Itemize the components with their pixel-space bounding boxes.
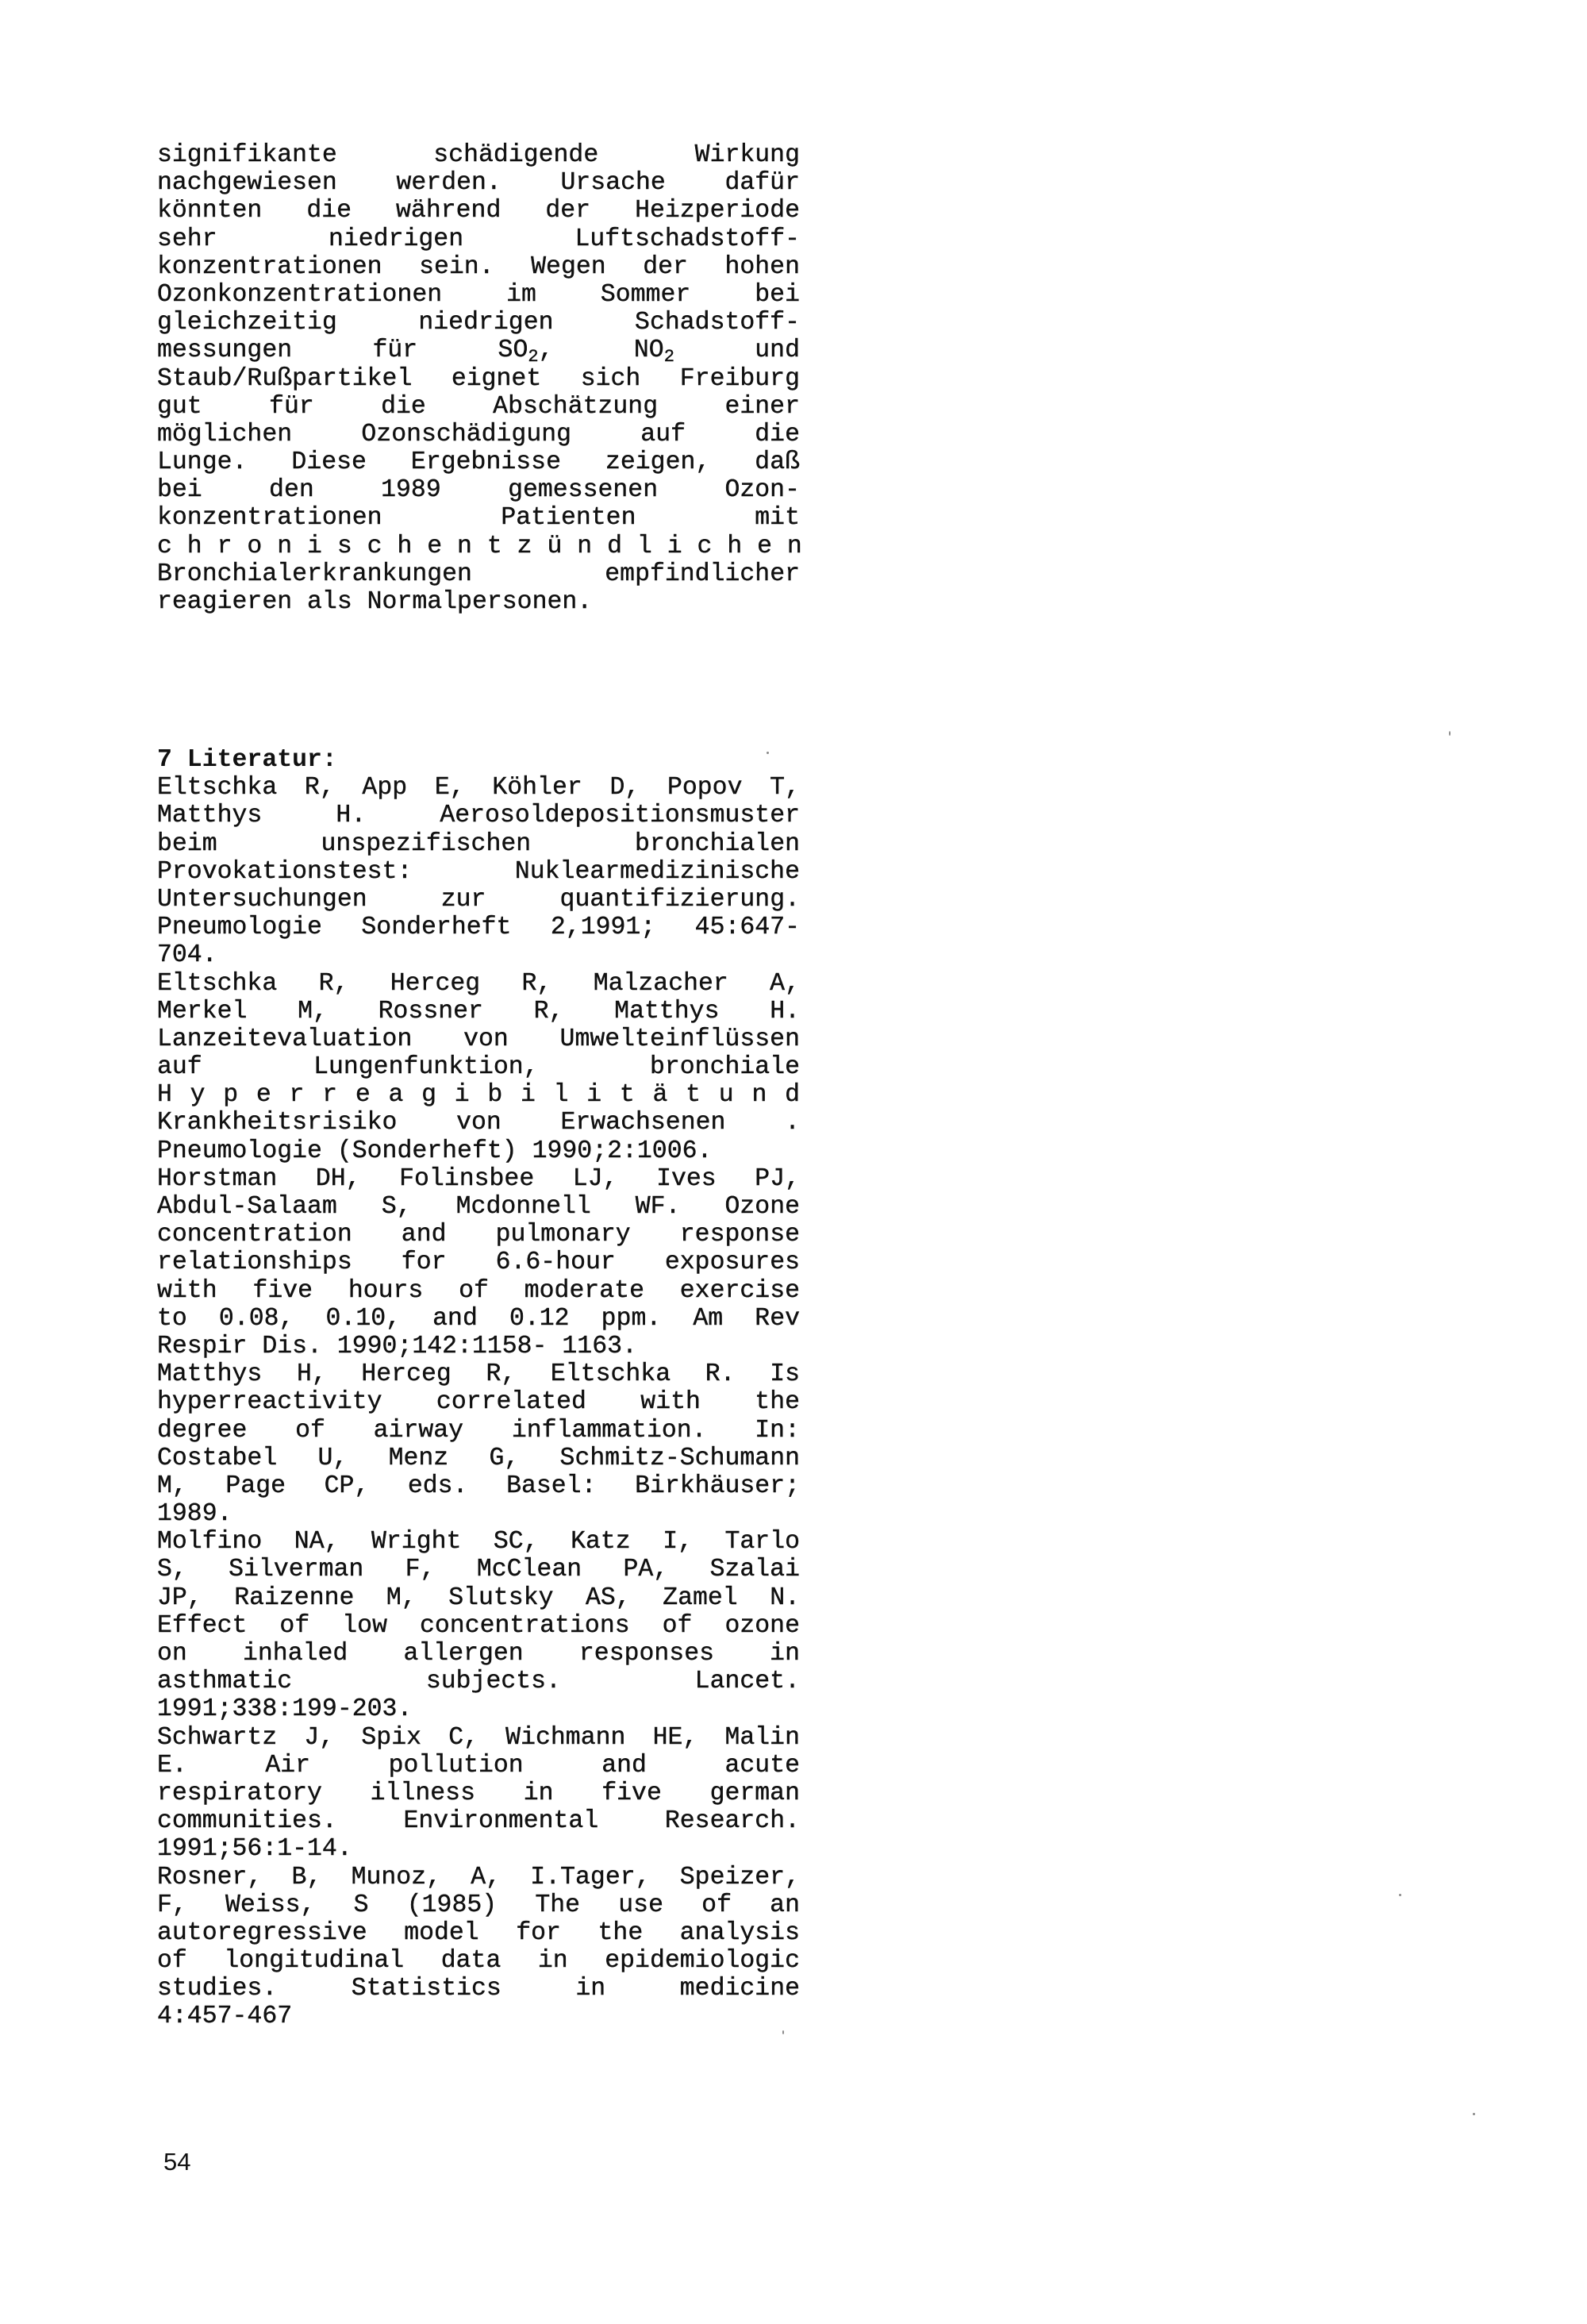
body-line: könnten die während der Heizperiode	[157, 197, 800, 225]
reference-line: 1991;338:199-203.	[157, 1695, 413, 1724]
body-line: c h r o n i s c h e n t z ü n d l i c h e n	[157, 532, 802, 560]
section-heading: 7 Literatur:	[157, 746, 337, 774]
reference-line: degree of airway inflammation. In:	[157, 1416, 800, 1445]
reference-line: communities. Environmental Research.	[157, 1807, 800, 1836]
reference-line: 1989.	[157, 1500, 232, 1529]
reference-line: Respir Dis. 1990;142:1158- 1163.	[157, 1332, 637, 1360]
reference-line: autoregressive model for the analysis	[157, 1918, 800, 1947]
reference-line: Merkel M, Rossner R, Matthys H.	[157, 997, 800, 1025]
reference-line: on inhaled allergen responses in	[157, 1640, 800, 1668]
body-line: messungen für $SO_2$, $NO_2$ und	[157, 337, 800, 367]
reference-line: Horstman DH, Folinsbee LJ, Ives PJ,	[157, 1164, 800, 1193]
body-line: signifikante schädigende Wirkung	[157, 141, 800, 169]
scan-speck	[767, 752, 769, 754]
reference-line: beim unspezifischen bronchialen	[157, 829, 800, 858]
reference-line: M, Page CP, eds. Basel: Birkhäuser;	[157, 1472, 800, 1500]
reference-line: Matthys H, Herceg R, Eltschka R. Is	[157, 1360, 800, 1389]
reference-line: H y p e r r e a g i b i l i t ä t u n d	[157, 1081, 800, 1110]
reference-line: Molfino NA, Wright SC, Katz I, Tarlo	[157, 1528, 800, 1556]
reference-line: with five hours of moderate exercise	[157, 1276, 800, 1305]
scan-speck	[782, 2030, 784, 2034]
reference-line: Untersuchungen zur quantifizierung.	[157, 885, 800, 914]
scan-speck	[1399, 1894, 1401, 1896]
reference-line: Schwartz J, Spix C, Wichmann HE, Malin	[157, 1723, 800, 1752]
body-line: gleichzeitig niedrigen Schadstoff-	[157, 309, 800, 337]
reference-line: Rosner, B, Munoz, A, I.Tager, Speizer,	[157, 1863, 800, 1891]
reference-line: concentration and pulmonary response	[157, 1221, 800, 1249]
reference-line: Effect of low concentrations of ozone	[157, 1611, 800, 1640]
reference-line: 4:457-467	[157, 2003, 293, 2031]
reference-line: 704.	[157, 941, 217, 970]
reference-line: S, Silverman F, McClean PA, Szalai	[157, 1556, 800, 1584]
reference-line: Matthys H. Aerosoldepositionsmuster	[157, 802, 800, 830]
body-line: bei den 1989 gemessenen Ozon-	[157, 476, 800, 505]
reference-line: studies. Statistics in medicine	[157, 1975, 800, 2003]
body-line: gut für die Abschätzung einer	[157, 392, 800, 421]
body-line: möglichen Ozonschädigung auf die	[157, 420, 800, 448]
body-line: Ozonkonzentrationen im Sommer bei	[157, 280, 800, 309]
reference-line: JP, Raizenne M, Slutsky AS, Zamel N.	[157, 1583, 800, 1612]
reference-line: asthmatic subjects. Lancet.	[157, 1668, 800, 1696]
reference-line: Pneumologie Sonderheft 2,1991; 45:647-	[157, 914, 800, 942]
scan-speck	[1449, 731, 1451, 736]
body-line: sehr niedrigen Luftschadstoff-	[157, 225, 800, 253]
body-line: Staub/Rußpartikel eignet sich Freiburg	[157, 364, 800, 393]
reference-line: of longitudinal data in epidemiologic	[157, 1947, 800, 1976]
reference-line: Eltschka R, App E, Köhler D, Popov T,	[157, 774, 800, 802]
reference-line: E. Air pollution and acute	[157, 1751, 800, 1780]
scan-speck	[1473, 2113, 1475, 2115]
body-line: konzentrationen sein. Wegen der hohen	[157, 252, 800, 281]
reference-line: respiratory illness in five german	[157, 1779, 800, 1807]
body-line: nachgewiesen werden. Ursache dafür	[157, 169, 800, 198]
reference-line: relationships for 6.6-hour exposures	[157, 1249, 800, 1277]
literature-section	[157, 746, 800, 2031]
body-text-column	[157, 141, 800, 616]
reference-line: Eltschka R, Herceg R, Malzacher A,	[157, 969, 800, 998]
reference-line: hyperreactivity correlated with the	[157, 1388, 800, 1417]
body-line: Lunge. Diese Ergebnisse zeigen, daß	[157, 448, 800, 477]
reference-line: auf Lungenfunktion, bronchiale	[157, 1053, 800, 1082]
reference-line: to 0.08, 0.10, and 0.12 ppm. Am Rev	[157, 1304, 800, 1333]
reference-line: Provokationstest: Nuklearmedizinische	[157, 857, 800, 886]
reference-line: 1991;56:1-14.	[157, 1835, 352, 1864]
page-number: 54	[163, 2148, 191, 2176]
body-line: reagieren als Normalpersonen.	[157, 588, 593, 616]
reference-line: Costabel U, Menz G, Schmitz-Schumann	[157, 1444, 800, 1472]
reference-line: F, Weiss, S (1985) The use of an	[157, 1891, 800, 1919]
reference-line: Lanzeitevaluation von Umwelteinflüssen	[157, 1025, 800, 1053]
reference-line: Krankheitsrisiko von Erwachsenen .	[157, 1109, 800, 1137]
body-line: konzentrationen Patienten mit	[157, 504, 800, 533]
body-line: Bronchialerkrankungen empfindlicher	[157, 560, 800, 588]
reference-line: Abdul-Salaam S, Mcdonnell WF. Ozone	[157, 1193, 800, 1222]
reference-line: Pneumologie (Sonderheft) 1990;2:1006.	[157, 1137, 713, 1165]
